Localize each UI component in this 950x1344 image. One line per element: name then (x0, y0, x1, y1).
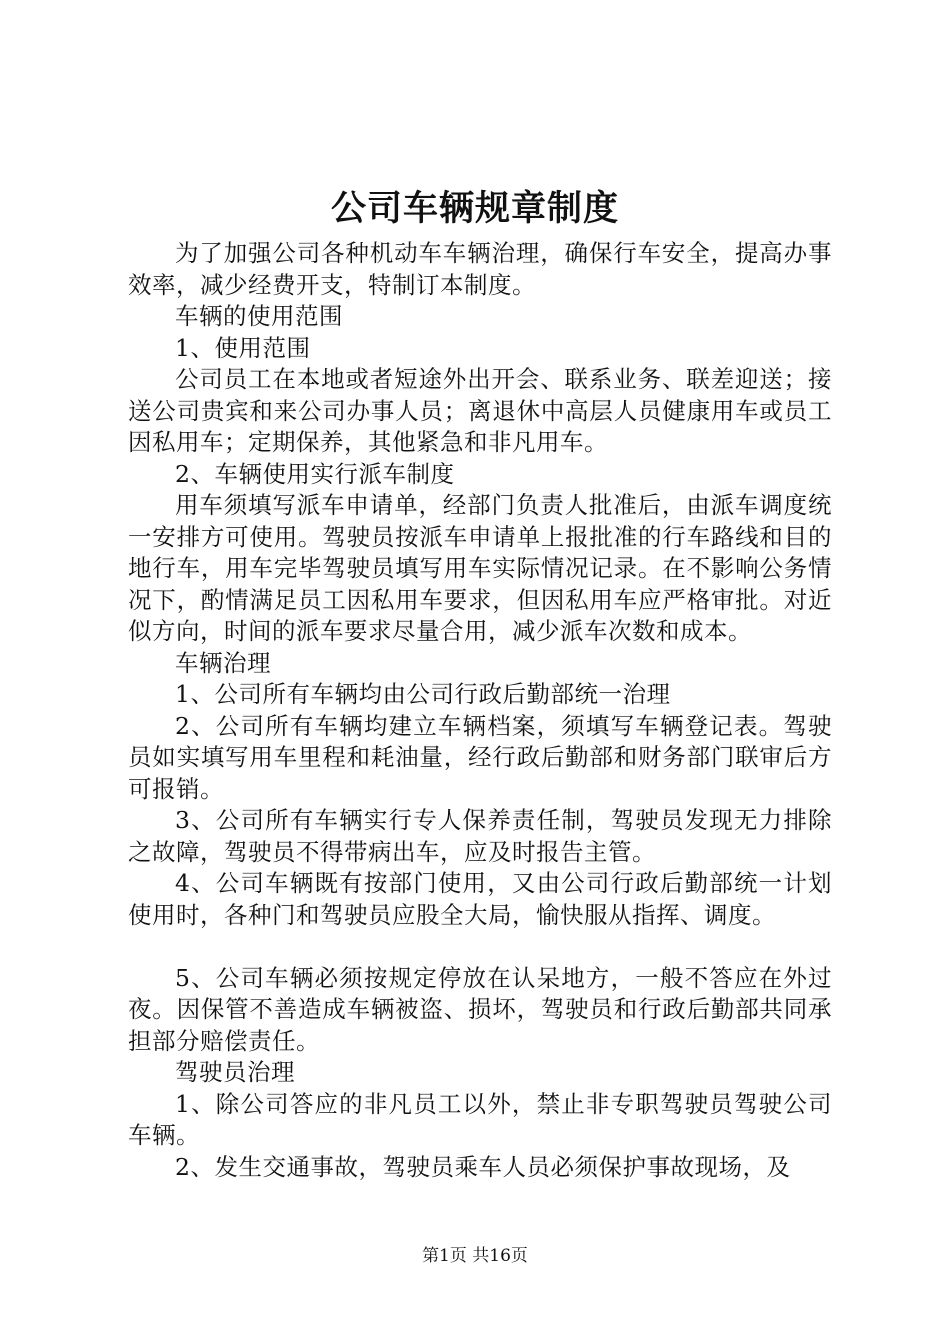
document-body (128, 238, 832, 1183)
paragraph-management-4: 4、公司车辆既有按部门使用，又由公司行政后勤部统一计划使用时，各种门和驾驶员应股全大局，愉快服从指挥、调度。 (128, 869, 832, 929)
subheading-dispatch-system: 2、车辆使用实行派车制度 (175, 459, 455, 488)
subheading-usage-scope: 1、使用范围 (175, 333, 311, 362)
paragraph-management-5: 5、公司车辆必须按规定停放在认呆地方，一般不答应在外过夜。因保管不善造成车辆被盗、损坏，驾驶员和行政后勤部共同承担部分赔偿责任。 (128, 963, 832, 1055)
paragraph-management-2: 2、公司所有车辆均建立车辆档案，须填写车辆登记表。驾驶员如实填写用车里程和耗油量，经行政后勤部和财务部门联审后方可报销。 (128, 711, 832, 803)
section-heading-vehicle-management: 车辆治理 (175, 648, 271, 677)
paragraph-driver-1: 1、除公司答应的非凡员工以外，禁止非专职驾驶员驾驶公司车辆。 (128, 1089, 832, 1149)
section-heading-usage-scope: 车辆的使用范围 (175, 302, 343, 330)
paragraph-management-1: 1、公司所有车辆均由公司行政后勤部统一治理 (175, 680, 671, 708)
paragraph-dispatch-system: 用车须填写派车申请单，经部门负责人批准后，由派车调度统一安排方可使用。驾驶员按派车申请单上报批准的行车路线和目的地行车，用车完毕驾驶员填写用车实际情况记录。在不影响公务情况下，酌情满足员工因私用车要求，但因私用车应严格审批。对近似方向，时间的派车要求尽量合用，减少派车次数和成本。 (128, 491, 832, 645)
paragraph-usage-scope: 公司员工在本地或者短途外出开会、联系业务、联差迎送；接送公司贵宾和来公司办事人员；离退休中高层人员健康用车或员工因私用车；定期保养，其他紧急和非凡用车。 (128, 365, 832, 456)
paragraph-management-3: 3、公司所有车辆实行专人保养责任制，驾驶员发现无力排除之故障，驾驶员不得带病出车，应及时报告主管。 (128, 806, 832, 866)
paragraph-driver-2: 2、发生交通事故，驾驶员乘车人员必须保护事故现场，及 (175, 1152, 791, 1181)
paragraph-intro: 为了加强公司各种机动车车辆治理，确保行车安全，提高办事效率，减少经费开支，特制订本制度。 (128, 239, 832, 299)
section-heading-driver-management: 驾驶员治理 (175, 1058, 295, 1086)
page-footer: 第1页 共16页 (422, 1246, 528, 1266)
document-title: 公司车辆规章制度 (330, 188, 619, 229)
